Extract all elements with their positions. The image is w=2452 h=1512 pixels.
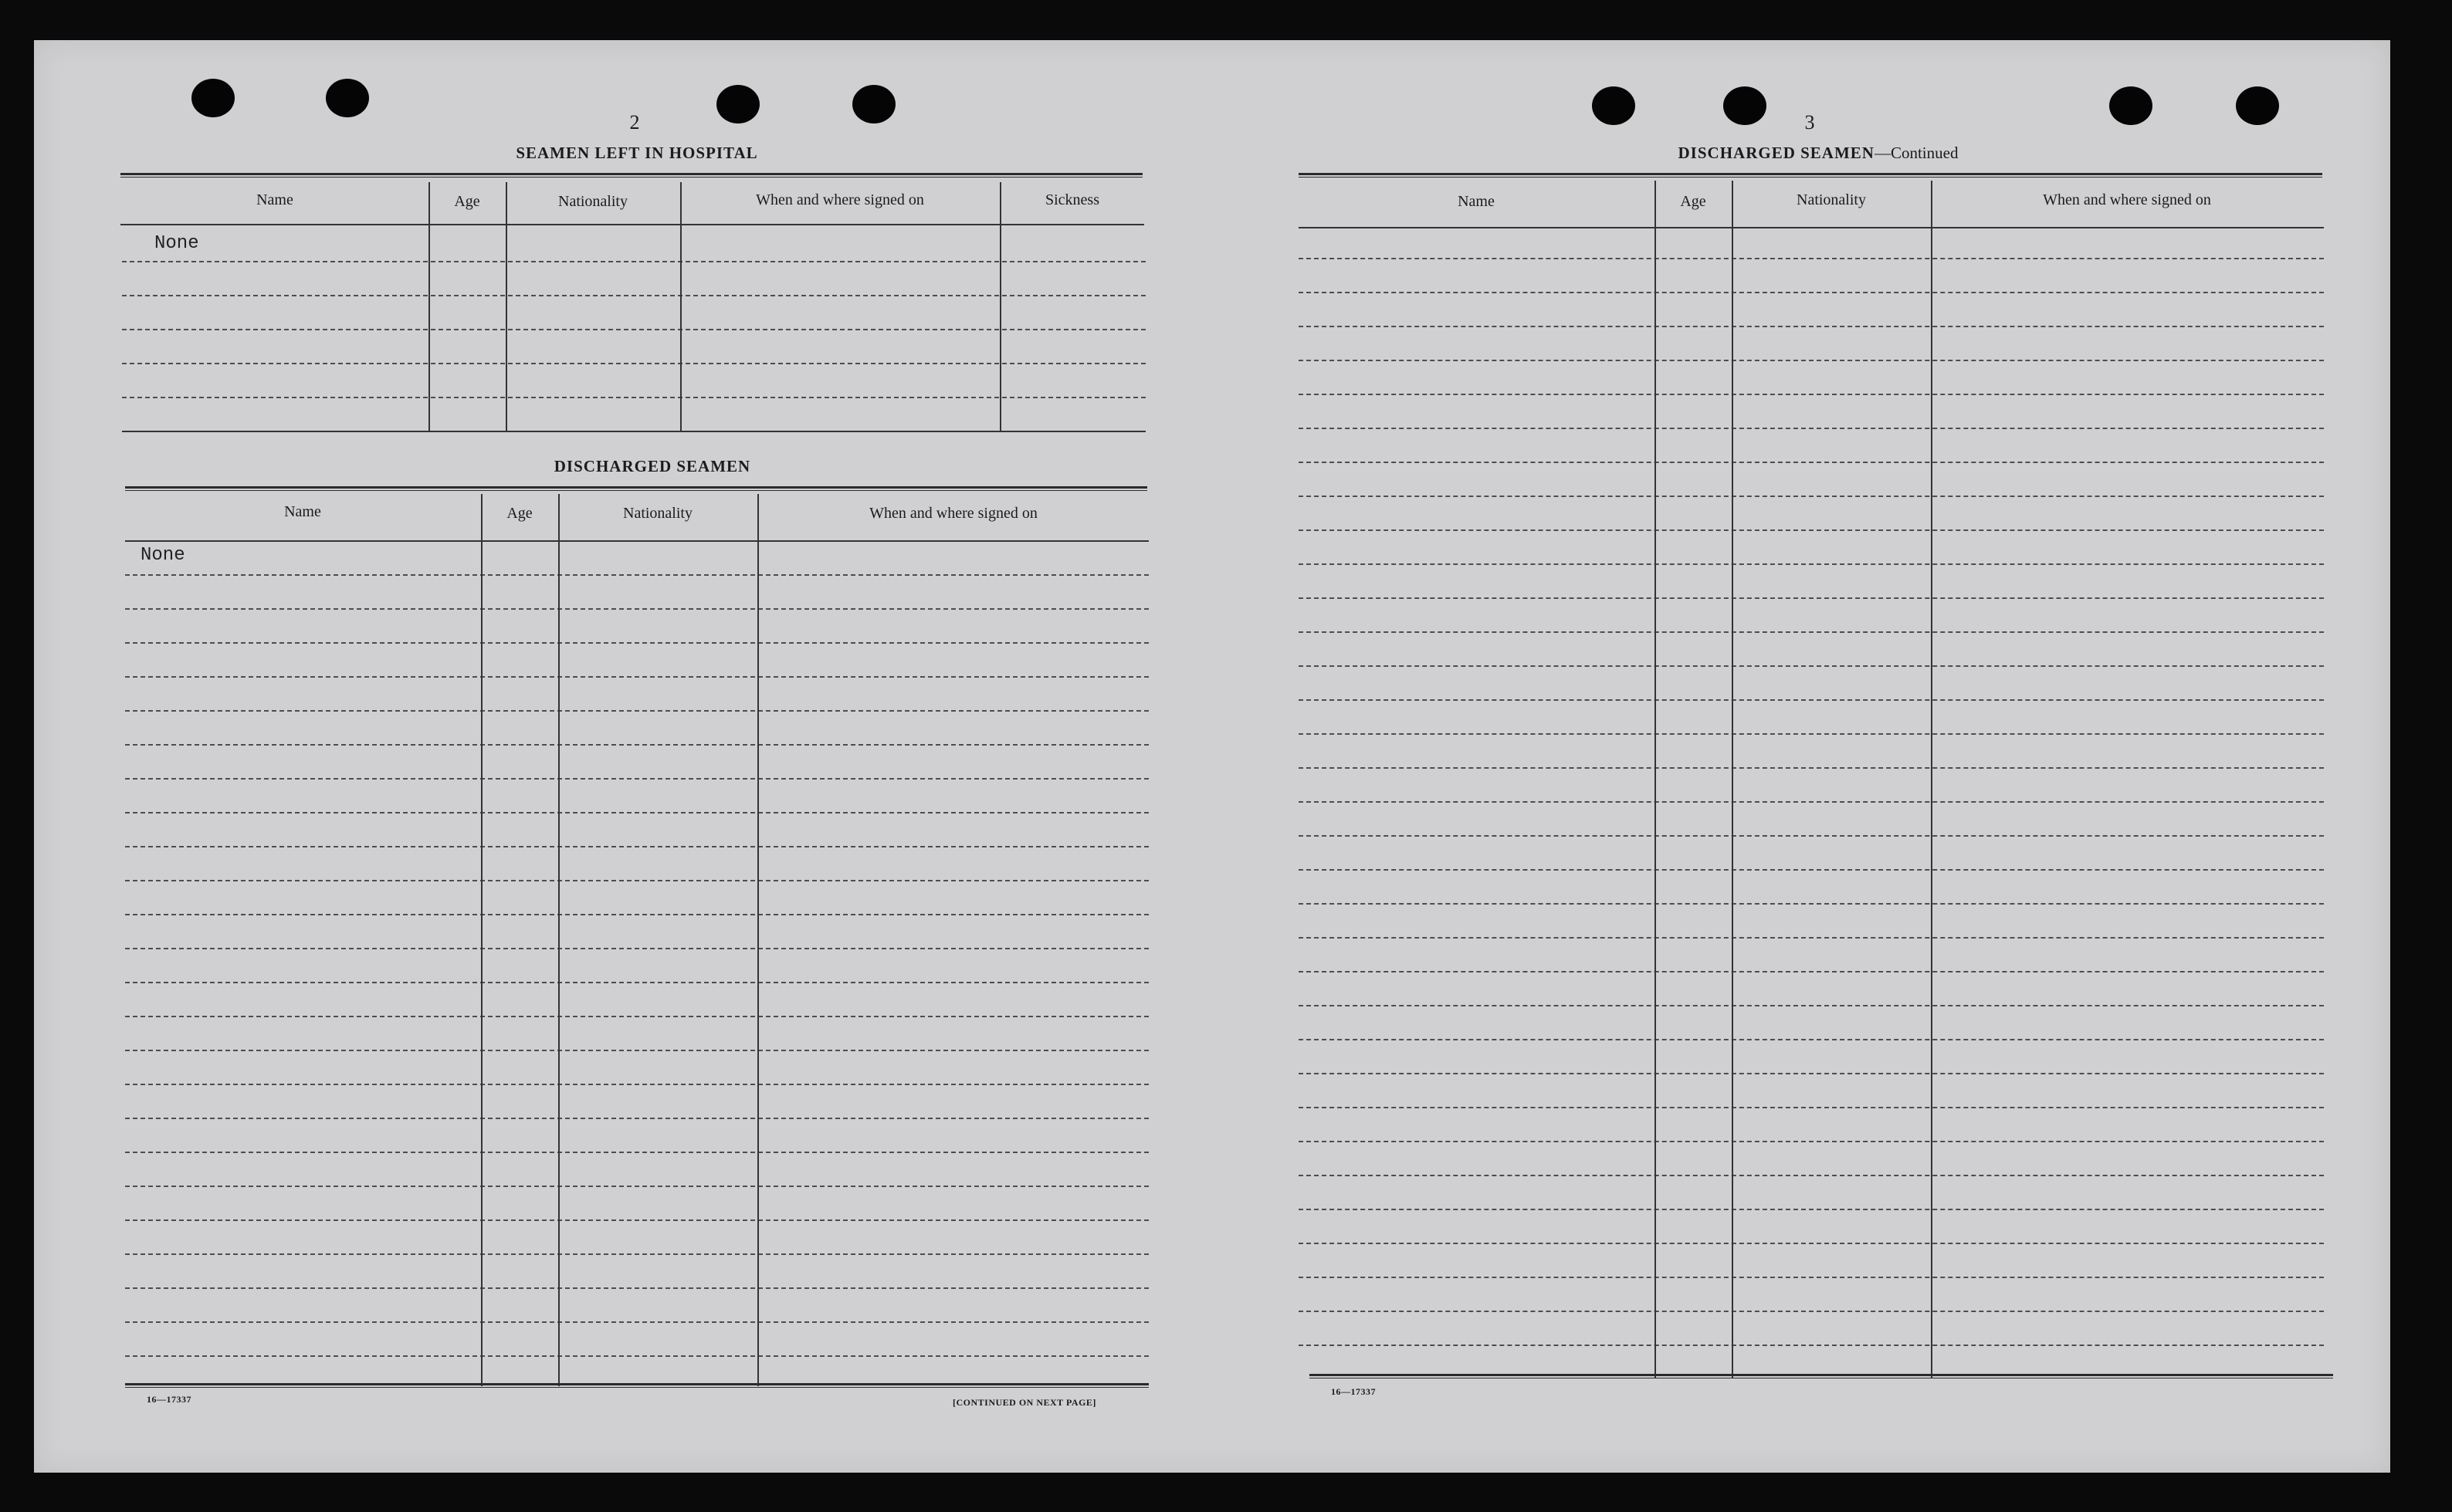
hospital-ruled-line (122, 261, 1146, 262)
discharged-ruled-line (125, 1219, 1149, 1221)
discharged-col-age: Age (506, 505, 533, 522)
discharged-ruled-line (125, 744, 1149, 746)
hospital-col-nationality: Nationality (558, 193, 628, 210)
left-form-number: 16—17337 (147, 1394, 191, 1405)
punch-hole (2109, 86, 2152, 125)
right-ruled-line (1299, 1175, 2324, 1176)
discharged-continued-title-suffix: —Continued (1874, 144, 1959, 162)
right-ruled-line (1299, 394, 2324, 395)
right-ruled-line (1299, 360, 2324, 361)
right-ruled-line (1299, 1277, 2324, 1278)
discharged-ruled-line (125, 1118, 1149, 1119)
right-ruled-line (1299, 869, 2324, 871)
punch-hole (716, 85, 760, 123)
hospital-header-line (120, 224, 1144, 225)
discharged-col-divider (481, 494, 483, 1386)
right-ruled-line (1299, 1141, 2324, 1142)
right-ruled-line (1299, 971, 2324, 972)
right-ruled-line (1299, 699, 2324, 701)
right-page-number: 3 (1804, 111, 1815, 134)
right-ruled-line (1299, 1311, 2324, 1312)
right-bottom-rule (1309, 1374, 2333, 1378)
punch-hole (852, 85, 896, 123)
right-col-divider (1654, 181, 1656, 1378)
right-ruled-line (1299, 1345, 2324, 1346)
punch-hole (326, 79, 369, 117)
discharged-ruled-line (125, 1287, 1149, 1289)
discharged-ruled-line (125, 778, 1149, 780)
continued-note: [CONTINUED ON NEXT PAGE] (953, 1397, 1096, 1408)
discharged-ruled-line (125, 1355, 1149, 1357)
punch-hole (191, 79, 235, 117)
right-ruled-line (1299, 1073, 2324, 1074)
discharged-ruled-line (125, 846, 1149, 847)
right-ruled-line (1299, 1107, 2324, 1108)
right-ruled-line (1299, 563, 2324, 565)
right-ruled-line (1299, 1243, 2324, 1244)
discharged-col-divider (558, 494, 560, 1386)
hospital-ruled-line (122, 295, 1146, 296)
discharged-continued-title-main: DISCHARGED SEAMEN (1678, 144, 1875, 162)
discharged-col-nationality: Nationality (623, 505, 693, 522)
discharged-ruled-line (125, 914, 1149, 915)
hospital-col-divider (1000, 182, 1001, 431)
right-header-line (1299, 227, 2324, 228)
right-ruled-line (1299, 631, 2324, 633)
right-ruled-line (1299, 937, 2324, 939)
right-ruled-line (1299, 258, 2324, 259)
discharged-ruled-line (125, 1253, 1149, 1255)
right-ruled-line (1299, 767, 2324, 769)
discharged-ruled-line (125, 1321, 1149, 1323)
discharged-ruled-line (125, 676, 1149, 678)
right-ruled-line (1299, 326, 2324, 327)
left-page-number: 2 (629, 111, 640, 134)
hospital-row-name: None (154, 233, 199, 254)
discharged-ruled-line (125, 812, 1149, 814)
hospital-col-age: Age (454, 193, 480, 210)
hospital-col-divider (428, 182, 430, 431)
discharged-col-signed-on: When and where signed on (869, 505, 1038, 522)
hospital-col-sickness: Sickness (1045, 191, 1099, 208)
right-col-divider (1732, 181, 1733, 1378)
punch-hole (1723, 86, 1766, 125)
discharged-col-name: Name (284, 503, 321, 520)
right-ruled-line (1299, 665, 2324, 667)
right-col-nationality: Nationality (1797, 191, 1866, 208)
discharged-ruled-line (125, 1016, 1149, 1017)
discharged-top-rule (125, 486, 1147, 491)
right-form-number: 16—17337 (1331, 1386, 1376, 1397)
right-ruled-line (1299, 1005, 2324, 1006)
discharged-ruled-line (125, 982, 1149, 983)
right-top-rule (1299, 173, 2322, 178)
punch-hole (2236, 86, 2279, 125)
right-col-divider (1931, 181, 1932, 1378)
discharged-ruled-line (125, 948, 1149, 949)
right-col-name: Name (1458, 193, 1495, 210)
discharged-ruled-line (125, 1084, 1149, 1085)
discharged-ruled-line (125, 1152, 1149, 1153)
discharged-row-name: None (141, 545, 185, 566)
discharged-continued-title (1590, 144, 2046, 163)
right-ruled-line (1299, 1039, 2324, 1040)
document-paper (34, 40, 2390, 1473)
punch-hole (1592, 86, 1635, 125)
discharged-ruled-line (125, 710, 1149, 712)
discharged-section-title: DISCHARGED SEAMEN (554, 457, 751, 475)
hospital-col-signed-on: When and where signed on (756, 191, 924, 208)
discharged-ruled-line (125, 574, 1149, 576)
right-ruled-line (1299, 801, 2324, 803)
right-ruled-line (1299, 496, 2324, 497)
right-ruled-line (1299, 903, 2324, 905)
hospital-ruled-line (122, 329, 1146, 330)
hospital-ruled-line (122, 397, 1146, 398)
right-col-age: Age (1680, 193, 1706, 210)
discharged-col-divider (757, 494, 759, 1386)
right-ruled-line (1299, 529, 2324, 531)
right-ruled-line (1299, 1209, 2324, 1210)
right-ruled-line (1299, 462, 2324, 463)
right-ruled-line (1299, 733, 2324, 735)
discharged-bottom-rule (125, 1383, 1149, 1388)
discharged-ruled-line (125, 642, 1149, 644)
right-ruled-line (1299, 292, 2324, 293)
discharged-ruled-line (125, 608, 1149, 610)
right-ruled-line (1299, 597, 2324, 599)
discharged-ruled-line (125, 1050, 1149, 1051)
discharged-header-line (125, 540, 1149, 542)
right-ruled-line (1299, 835, 2324, 837)
right-ruled-line (1299, 428, 2324, 429)
hospital-bottom-line (122, 431, 1146, 432)
right-col-signed-on: When and where signed on (2043, 191, 2211, 208)
hospital-col-divider (680, 182, 682, 431)
discharged-ruled-line (125, 880, 1149, 881)
hospital-col-name: Name (256, 191, 293, 208)
hospital-top-rule (120, 173, 1143, 178)
hospital-col-divider (506, 182, 507, 431)
hospital-ruled-line (122, 363, 1146, 364)
discharged-ruled-line (125, 1186, 1149, 1187)
hospital-section-title: SEAMEN LEFT IN HOSPITAL (516, 144, 758, 162)
